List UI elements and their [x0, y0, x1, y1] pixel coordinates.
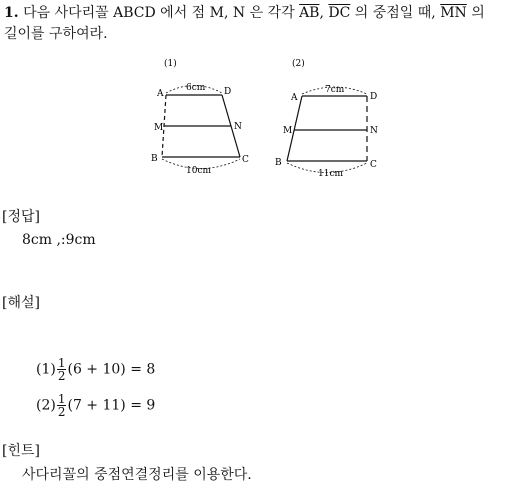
figure-1-label: (1) [164, 59, 177, 69]
figure-2-vertex-b: B [275, 158, 282, 168]
figure-1-vertex-b: B [151, 154, 158, 164]
question-text-b: 의 중점일 때, [350, 5, 441, 21]
figure-2-vertex-d: D [370, 92, 378, 102]
question-text-a: 다음 사다리꼴 ABCD 에서 점 M, N 은 각각 [23, 5, 300, 21]
figure-1-top-length: 6cm [186, 83, 206, 93]
figure-2-bottom-length: 11cm [318, 169, 344, 179]
fraction-half-1: $\frac{1}{2}$ [57, 356, 66, 383]
figure-1-vertex-a: A [157, 89, 164, 99]
segment-ab: $\overline{AB}$ [299, 5, 320, 21]
explanation-line-1-expr: (6 + 10) = 8 [67, 361, 156, 378]
figure-2-vertex-n: N [370, 126, 378, 136]
question-text-c: 의 [466, 5, 485, 21]
answer-heading: [정답] [2, 209, 40, 225]
figure-2-vertex-c: C [370, 160, 377, 170]
figure-1-bottom-length: 10cm [186, 166, 212, 176]
figure-2 [275, 58, 378, 179]
explanation-line-2-prefix: (2) [36, 397, 56, 414]
figure-1-vertex-d: D [224, 87, 232, 97]
figure-2-top-length: 7cm [325, 85, 345, 95]
figure-1 [151, 58, 249, 176]
question-sep: , [319, 5, 329, 21]
figure-2-vertex-a: A [291, 93, 298, 103]
figure-2-vertex-m: M [283, 126, 293, 136]
explanation-line-1-prefix: (1) [36, 361, 56, 378]
figure-1-vertex-n: N [234, 122, 242, 132]
explanation-line-1 [36, 357, 155, 382]
explanation-line-2 [36, 393, 155, 418]
question-number: 1. [4, 5, 19, 21]
trapezoid-figures [0, 0, 531, 200]
explanation-line-2-expr: (7 + 11) = 9 [67, 397, 156, 414]
figure-1-vertex-c: C [242, 155, 249, 165]
hint-text: 사다리꼴의 중점연결정리를 이용한다. [22, 467, 252, 483]
question-line-2: 길이를 구하여라. [4, 26, 108, 42]
hint-heading: [힌트] [2, 443, 40, 459]
figure-1-vertex-m: M [154, 123, 164, 133]
segment-mn: $\overline{MN}$ [440, 5, 467, 21]
figure-2-label: (2) [292, 59, 305, 69]
explanation-heading: [해설] [2, 295, 40, 311]
segment-dc: $\overline{DC}$ [328, 5, 351, 21]
fraction-half-2: $\frac{1}{2}$ [57, 392, 66, 419]
answer-text: 8cm ,:9cm [22, 232, 96, 248]
